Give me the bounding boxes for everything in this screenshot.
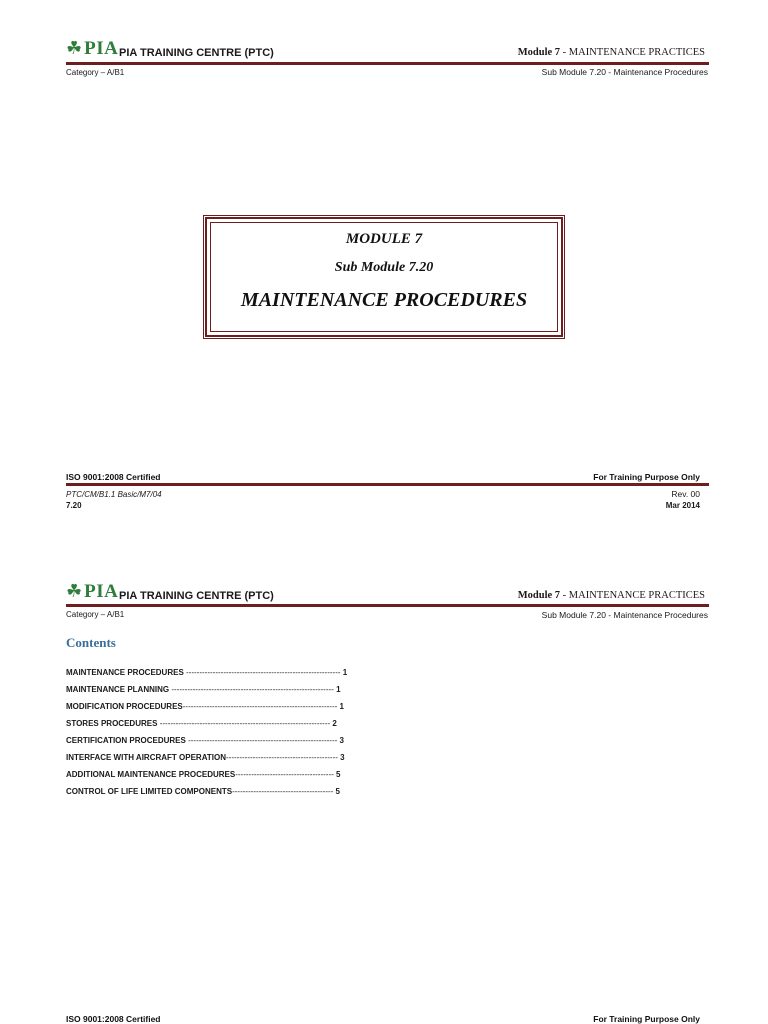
toc-entry-label: INTERFACE WITH AIRCRAFT OPERATION [66, 753, 226, 762]
module-number: Module 7 [517, 590, 561, 601]
module-title [518, 590, 705, 601]
footer-rule [66, 483, 709, 486]
category-label: Category – A/B1 [66, 610, 125, 619]
training-centre-name: PIA TRAINING CENTRE (PTC) [119, 590, 274, 602]
toc-entry[interactable] [66, 685, 366, 702]
toc-entry-label: STORES PROCEDURES [66, 719, 158, 728]
revision: Rev. 00 [671, 489, 700, 499]
training-purpose-note: For Training Purpose Only [593, 472, 700, 482]
toc-entry-page: 1 [340, 668, 348, 677]
pia-logo [66, 583, 118, 601]
toc-entry-page: 5 [333, 770, 341, 779]
toc-entry-leader: ---------------------------------------------------------- [183, 668, 341, 677]
header-rule [66, 604, 709, 607]
table-of-contents [66, 668, 366, 804]
toc-entry-label: CONTROL OF LIFE LIMITED COMPONENTS [66, 787, 233, 796]
toc-entry[interactable] [66, 702, 366, 719]
toc-entry[interactable] [66, 753, 366, 770]
toc-entry-label: CERTIFICATION PROCEDURES [66, 736, 186, 745]
toc-entry-label: MAINTENANCE PROCEDURES [66, 668, 184, 677]
toc-entry-page: 5 [333, 787, 340, 796]
toc-entry-page: 3 [337, 753, 345, 762]
submodule-heading: Sub Module 7.20 [334, 260, 434, 275]
module-number: Module 7 [517, 47, 561, 58]
toc-entry-leader: -------------------------------------- [232, 787, 334, 796]
toc-entry[interactable] [66, 787, 366, 804]
pia-logo [66, 40, 118, 58]
toc-entry-leader: ---------------------------------------------------------------- [157, 719, 331, 728]
toc-entry-page: 2 [330, 719, 337, 728]
toc-entry-leader: ------------------------------------------ [226, 753, 338, 762]
toc-entry-label: MODIFICATION PROCEDURES [66, 702, 183, 711]
toc-entry[interactable] [66, 736, 366, 753]
iso-certification: ISO 9001:2008 Certified [66, 1014, 161, 1024]
header-rule [66, 62, 709, 65]
toc-entry-page: 3 [337, 736, 344, 745]
revision-date: Mar 2014 [665, 501, 700, 510]
training-purpose-note: For Training Purpose Only [593, 1014, 700, 1024]
toc-entry-leader: ---------------------------------------------------------- [182, 702, 338, 711]
pia-logo-icon: ☘ [66, 581, 83, 602]
document-reference: PTC/CM/B1.1 Basic/M7/04 [66, 490, 162, 499]
section-number: 7.20 [66, 501, 82, 510]
pia-logo-text: PIA [84, 581, 119, 602]
title-box [205, 217, 563, 337]
pia-logo-text: PIA [84, 38, 119, 59]
toc-entry-leader: ------------------------------------------------------------- [169, 685, 334, 694]
toc-entry-leader: -------------------------------------------------------- [185, 736, 338, 745]
toc-entry[interactable] [66, 719, 366, 736]
toc-entry-leader: ------------------------------------- [235, 770, 334, 779]
training-centre-name: PIA TRAINING CENTRE (PTC) [119, 47, 274, 59]
category-label: Category – A/B1 [66, 68, 125, 77]
toc-entry[interactable] [66, 668, 366, 685]
pia-logo-icon: ☘ [66, 38, 83, 59]
toc-entry-label: MAINTENANCE PLANNING [66, 685, 170, 694]
submodule-label: Sub Module 7.20 - Maintenance Procedures [541, 610, 708, 620]
contents-heading: Contents [66, 635, 116, 650]
module-heading: MODULE 7 [345, 231, 423, 247]
document-title: MAINTENANCE PROCEDURES [240, 289, 528, 311]
toc-entry-page: 1 [337, 702, 344, 711]
module-name: - MAINTENANCE PRACTICES [560, 590, 705, 601]
toc-entry[interactable] [66, 770, 366, 787]
toc-entry-page: 1 [333, 685, 341, 694]
module-name: - MAINTENANCE PRACTICES [560, 47, 705, 58]
submodule-label: Sub Module 7.20 - Maintenance Procedures [541, 67, 708, 77]
iso-certification: ISO 9001:2008 Certified [66, 472, 161, 482]
module-title [518, 47, 705, 58]
toc-entry-label: ADDITIONAL MAINTENANCE PROCEDURES [66, 770, 236, 779]
